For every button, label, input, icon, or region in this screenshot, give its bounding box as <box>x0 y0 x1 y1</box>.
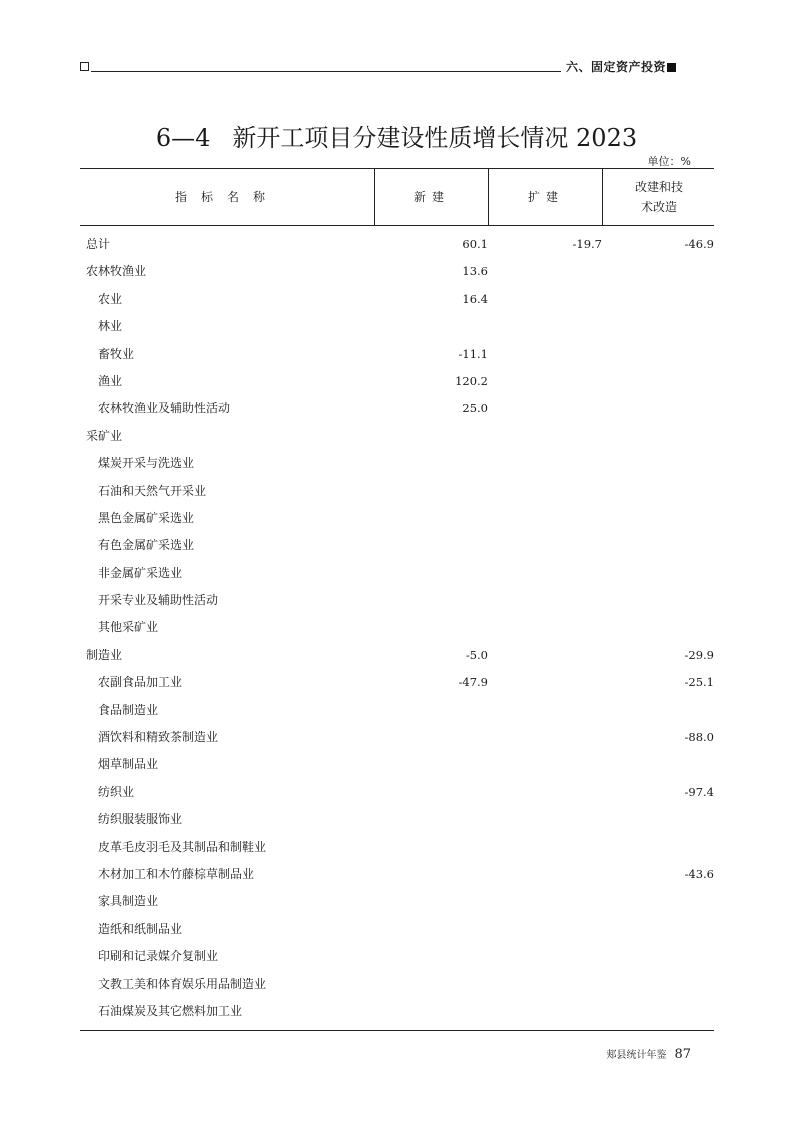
table-row <box>80 230 714 257</box>
table-row <box>80 668 714 695</box>
black-square-icon <box>667 63 676 72</box>
cell-new: 13.6 <box>462 264 488 279</box>
row-label: 林业 <box>98 319 123 334</box>
table-row <box>80 860 714 887</box>
row-label: 总计 <box>86 237 111 251</box>
row-label: 木材加工和木竹藤棕草制品业 <box>98 866 255 881</box>
page-footer <box>606 1043 691 1062</box>
table-row <box>80 559 714 586</box>
cell-new: -47.9 <box>458 675 488 690</box>
page-title <box>0 118 793 153</box>
cell-rebuild: -43.6 <box>684 866 714 881</box>
column-header-rebuild-line2: 术改造 <box>640 200 677 214</box>
row-label: 畜牧业 <box>98 346 135 361</box>
table-row <box>80 586 714 613</box>
table-row <box>80 887 714 914</box>
cell-expand: -19.7 <box>572 237 602 251</box>
row-label: 文教工美和体育娱乐用品制造业 <box>98 976 267 991</box>
row-label: 非金属矿采选业 <box>98 565 183 580</box>
table-row <box>80 422 714 449</box>
column-header-new: 新建 <box>374 169 489 225</box>
cell-new: 16.4 <box>462 291 488 306</box>
cell-new: 25.0 <box>462 401 488 416</box>
table-row <box>80 504 714 531</box>
row-label: 纺织业 <box>98 784 135 799</box>
row-label: 印刷和记录媒介复制业 <box>98 949 219 964</box>
row-label: 纺织服装服饰业 <box>98 812 183 827</box>
row-label: 酒饮料和精致茶制造业 <box>98 730 219 745</box>
table-row <box>80 750 714 777</box>
table-row <box>80 723 714 750</box>
row-label: 石油和天然气开采业 <box>98 483 207 498</box>
cell-rebuild: -25.1 <box>684 675 714 690</box>
table-row <box>80 531 714 558</box>
row-label: 农林牧渔业 <box>86 264 147 279</box>
cell-rebuild: -97.4 <box>684 784 714 799</box>
column-header-rebuild-line1: 改建和技 <box>634 180 683 194</box>
section-header-label: 六、固定资产投资 <box>566 60 667 74</box>
cell-new: 60.1 <box>462 237 488 251</box>
table-row <box>80 915 714 942</box>
table-row <box>80 477 714 504</box>
cell-new: -5.0 <box>465 647 488 662</box>
table-row <box>80 613 714 640</box>
table-row <box>80 394 714 421</box>
table-row <box>80 449 714 476</box>
row-label: 农副食品加工业 <box>98 675 183 690</box>
row-label: 有色金属矿采选业 <box>98 538 195 553</box>
column-header-name: 指标名称 <box>174 190 279 204</box>
data-table <box>80 168 714 1031</box>
row-label: 食品制造业 <box>98 702 159 717</box>
table-row <box>80 778 714 805</box>
row-label: 开采专业及辅助性活动 <box>98 593 219 608</box>
row-label: 造纸和纸制品业 <box>98 921 183 936</box>
row-label: 黑色金属矿采选业 <box>98 510 195 525</box>
row-label: 农林牧渔业及辅助性活动 <box>98 401 231 416</box>
row-label: 农业 <box>98 291 123 306</box>
row-label: 其他采矿业 <box>98 620 159 635</box>
table-row <box>80 340 714 367</box>
row-label: 皮革毛皮羽毛及其制品和制鞋业 <box>98 839 267 854</box>
table-row <box>80 805 714 832</box>
yearbook-name: 郏县统计年鉴 <box>606 1050 667 1061</box>
table-number: 6—4 <box>155 124 211 152</box>
header-box-icon <box>80 62 89 71</box>
table-row <box>80 285 714 312</box>
row-label: 采矿业 <box>86 428 123 443</box>
unit-label: 单位：% <box>647 155 691 168</box>
table-row <box>80 367 714 394</box>
table-header <box>80 168 714 226</box>
row-label: 家具制造业 <box>98 894 159 909</box>
row-label: 煤炭开采与洗选业 <box>98 456 195 471</box>
table-title: 新开工项目分建设性质增长情况 2023 <box>232 124 638 152</box>
row-label: 烟草制品业 <box>98 757 159 772</box>
table-row <box>80 997 714 1024</box>
section-header <box>566 58 676 75</box>
table-row <box>80 257 714 284</box>
table-row <box>80 942 714 969</box>
page-number: 87 <box>674 1047 691 1062</box>
column-header-expand: 扩建 <box>488 169 603 225</box>
table-row <box>80 696 714 723</box>
table-body <box>80 226 714 1031</box>
row-label: 石油煤炭及其它燃料加工业 <box>98 1003 243 1018</box>
header-rule <box>91 71 561 72</box>
cell-rebuild: -29.9 <box>684 647 714 662</box>
cell-new: -11.1 <box>458 346 488 361</box>
table-row <box>80 833 714 860</box>
cell-rebuild: -46.9 <box>684 237 714 251</box>
column-header-rebuild <box>602 169 715 225</box>
table-row <box>80 641 714 668</box>
row-label: 制造业 <box>86 647 123 662</box>
table-row <box>80 312 714 339</box>
table-row <box>80 970 714 997</box>
cell-new: 120.2 <box>455 373 488 388</box>
cell-rebuild: -88.0 <box>684 730 714 745</box>
row-label: 渔业 <box>98 373 123 388</box>
